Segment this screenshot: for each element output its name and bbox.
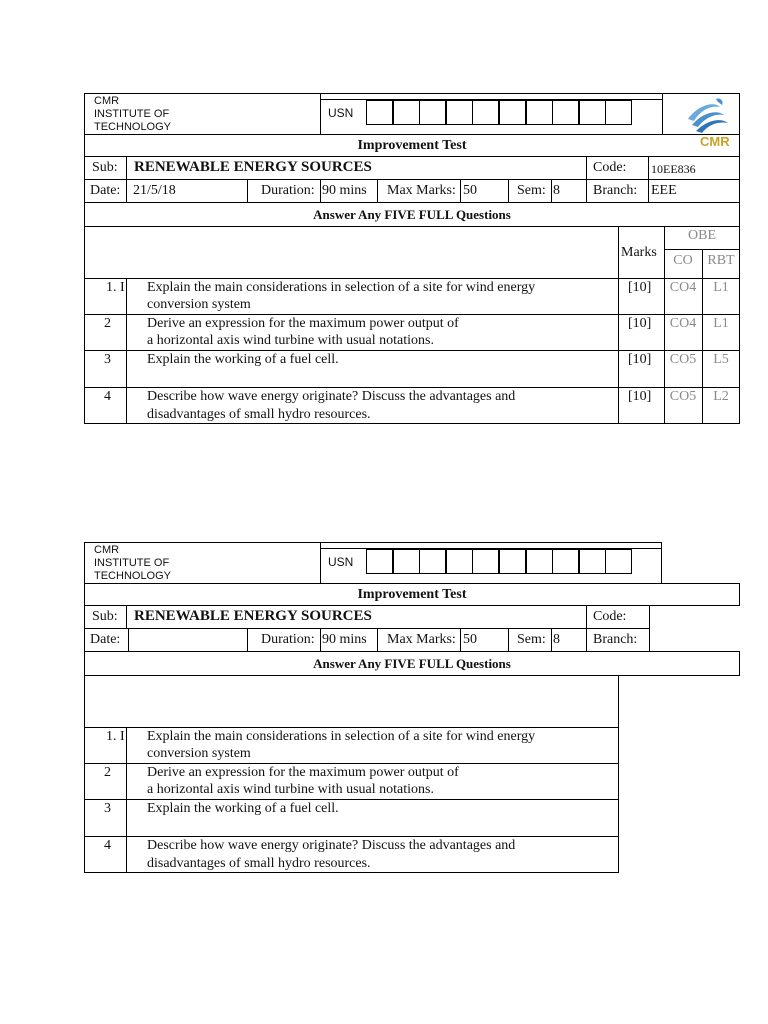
institute-line-1: CMR — [94, 544, 120, 556]
institute-line-2: INSTITUTE OF — [94, 557, 170, 569]
obe-header: OBE — [688, 228, 716, 243]
duration-label: Duration: — [261, 183, 315, 198]
usn-digit-box[interactable] — [393, 549, 420, 574]
rbt-header: RBT — [707, 253, 735, 268]
co-header: CO — [673, 253, 693, 268]
code-label: Code: — [593, 160, 627, 175]
usn-digit-box[interactable] — [605, 549, 632, 574]
logo-text: CMR — [700, 134, 730, 149]
usn-digit-box[interactable] — [472, 100, 499, 125]
question-co: CO5 — [669, 352, 697, 367]
sub-label: Sub: — [92, 160, 118, 175]
usn-digit-box[interactable] — [605, 100, 632, 125]
usn-digit-box[interactable] — [526, 549, 553, 574]
question-text: conversion system — [147, 746, 251, 761]
question-number: 2 — [104, 316, 111, 331]
question-number: 3 — [104, 352, 111, 367]
sem-value: 8 — [553, 183, 560, 198]
date-value: 21/5/18 — [133, 183, 176, 198]
question-text: disadvantages of small hydro resources. — [147, 407, 371, 422]
question-rbt: L5 — [713, 352, 729, 367]
duration-label: Duration: — [261, 632, 315, 647]
question-text: Explain the main considerations in selection of a site for wind energy — [147, 280, 536, 295]
date-row — [84, 628, 650, 652]
branch-label: Branch: — [593, 183, 638, 198]
code-label: Code: — [593, 609, 627, 624]
usn-digit-box[interactable] — [393, 100, 420, 125]
usn-label: USN — [328, 555, 354, 569]
branch-value: EEE — [651, 183, 677, 198]
question-text: Derive an expression for the maximum power output of — [147, 316, 459, 331]
usn-digit-box[interactable] — [579, 549, 606, 574]
question-rbt: L1 — [713, 280, 729, 295]
sem-label: Sem: — [517, 183, 546, 198]
sub-label: Sub: — [92, 609, 118, 624]
question-marks: [10] — [628, 280, 652, 295]
duration-value: 90 mins — [322, 632, 367, 647]
usn-digit-box[interactable] — [366, 549, 393, 574]
usn-digit-box[interactable] — [526, 100, 553, 125]
usn-digit-box[interactable] — [552, 549, 579, 574]
marks-header: Marks — [621, 245, 657, 260]
institute-line-1: CMR — [94, 95, 120, 107]
question-marks: [10] — [628, 389, 652, 404]
usn-digit-box[interactable] — [366, 100, 393, 125]
question-text: Derive an expression for the maximum power output of — [147, 765, 459, 780]
question-text: a horizontal axis wind turbine with usual notations. — [147, 333, 434, 348]
question-text: Explain the main considerations in selection of a site for wind energy — [147, 729, 536, 744]
duration-value: 90 mins — [322, 183, 367, 198]
question-marks: [10] — [628, 352, 652, 367]
instruction-text: Answer Any FIVE FULL Questions — [313, 207, 511, 222]
question-co: CO5 — [669, 389, 697, 404]
usn-digit-box[interactable] — [499, 100, 526, 125]
max-marks-value: 50 — [463, 183, 477, 198]
question-co: CO4 — [669, 316, 697, 331]
usn-digit-box[interactable] — [552, 100, 579, 125]
subject-name: RENEWABLE ENERGY SOURCES — [134, 608, 372, 624]
usn-digit-box[interactable] — [472, 549, 499, 574]
question-number: 1. I — [106, 280, 125, 295]
question-marks: [10] — [628, 316, 652, 331]
question-number: 4 — [104, 389, 111, 404]
question-rbt: L2 — [713, 389, 729, 404]
question-number: 3 — [104, 801, 111, 816]
question-number: 4 — [104, 838, 111, 853]
test-title: Improvement Test — [357, 138, 467, 153]
instruction-text: Answer Any FIVE FULL Questions — [313, 656, 511, 671]
subject-name: RENEWABLE ENERGY SOURCES — [134, 159, 372, 175]
question-text: Explain the working of a fuel cell. — [147, 801, 339, 816]
sem-label: Sem: — [517, 632, 546, 647]
max-marks-value: 50 — [463, 632, 477, 647]
sem-value: 8 — [553, 632, 560, 647]
code-value: 10EE836 — [651, 162, 696, 176]
question-text: a horizontal axis wind turbine with usual notations. — [147, 782, 434, 797]
date-label: Date: — [90, 632, 121, 647]
question-number: 2 — [104, 765, 111, 780]
usn-digit-box[interactable] — [419, 549, 446, 574]
institute-line-3: TECHNOLOGY — [94, 121, 172, 133]
institute-line-3: TECHNOLOGY — [94, 570, 172, 582]
usn-digit-box[interactable] — [419, 100, 446, 125]
date-label: Date: — [90, 183, 121, 198]
question-text: conversion system — [147, 297, 251, 312]
question-number: 1. I — [106, 729, 125, 744]
question-text: Describe how wave energy originate? Discuss the advantages and — [147, 389, 516, 404]
max-marks-label: Max Marks: — [387, 632, 456, 647]
usn-digit-box[interactable] — [499, 549, 526, 574]
question-co: CO4 — [669, 280, 697, 295]
question-text: Explain the working of a fuel cell. — [147, 352, 339, 367]
institute-line-2: INSTITUTE OF — [94, 108, 170, 120]
question-text: disadvantages of small hydro resources. — [147, 856, 371, 871]
usn-digit-box[interactable] — [446, 549, 473, 574]
test-title: Improvement Test — [357, 587, 467, 602]
branch-label: Branch: — [593, 632, 638, 647]
question-text: Describe how wave energy originate? Discuss the advantages and — [147, 838, 516, 853]
max-marks-label: Max Marks: — [387, 183, 456, 198]
question-rbt: L1 — [713, 316, 729, 331]
usn-digit-box[interactable] — [579, 100, 606, 125]
usn-digit-box[interactable] — [446, 100, 473, 125]
usn-label: USN — [328, 106, 354, 120]
